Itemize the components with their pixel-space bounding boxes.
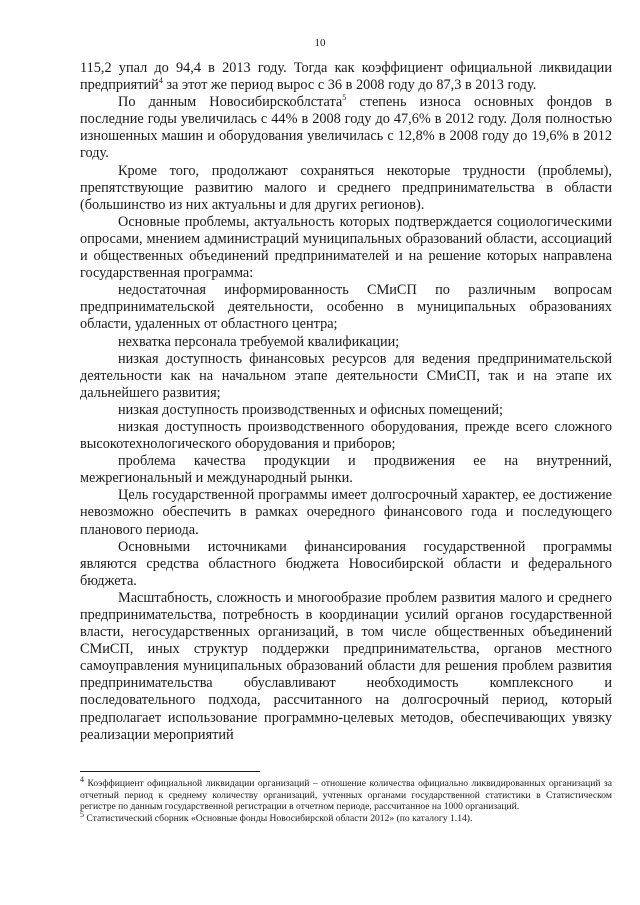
paragraph-4: Основные проблемы, актуальность которых подтверждается социологическими опросами, мнением администраций муниципальных образований области, ассоциаций и общественных объединений предпринимателей и на решение которых направлена государственная программа: (80, 213, 612, 282)
footnote-ref-5: 5 (342, 93, 347, 103)
footnote-5: $^5$ Статистический сборник «Основные фонды Новосибирской области 2012» (по каталогу 1.14). (80, 809, 473, 824)
body-text (80, 60, 612, 744)
list-item-2: нехватка персонала требуемой квалификации; (118, 333, 400, 350)
paragraph-5: Цель государственной программы имеет долгосрочный характер, ее достижение невозможно обеспечить в рамках очередного финансового года и последующего планового периода. (80, 487, 612, 538)
list-item-4: низкая доступность производственных и офисных помещений; (118, 401, 503, 418)
footnotes (80, 774, 612, 824)
list-item-3: низкая доступность финансовых ресурсов для ведения предпринимательской деятельности как на начальном этапе деятельности СМиСП, так и на этапе их дальнейшего развития; (80, 350, 612, 401)
paragraph-6: Основными источниками финансирования государственной программы являются средства областного бюджета Новосибирской области и федерального бюджета. (80, 538, 612, 589)
list-item-6: проблема качества продукции и продвижения ее на внутренний, межрегиональный и международный рынки. (80, 453, 612, 487)
paragraph-2: По данным Новосибирскоблстата$^5$ степень износа основных фондов в последние годы увеличилась с 44% в 2008 году до 47,6% в 2012 году. Доля полностью изношенных машин и оборудования увеличилась с 12,8% в 2008 году до 19,6% в 2012 году. (80, 93, 612, 162)
list-item-5: низкая доступность производственного оборудования, прежде всего сложного высокотехнологического оборудования и приборов; (80, 418, 612, 453)
paragraph-1: 115,2 упал до 94,4 в 2013 году. Тогда как коэффициент официальной ликвидации предприятий$^4$ за этот же период вырос с 36 в 2008 году до 87,3 в 2013 году. (80, 60, 612, 94)
page-number: 10 (314, 37, 326, 49)
list-item-1: недостаточная информированность СМиСП по различным вопросам предпринимательской деятельности, особенно в муниципальных образованиях области, удаленных от областного центра; (80, 282, 612, 333)
footnote-separator (80, 771, 260, 772)
paragraph-7: Масштабность, сложность и многообразие проблем развития малого и среднего предпринимательства, потребность в координации усилий органов государственной власти, негосударственных организаций, в том числе общественных объединений СМиСП, иных структур поддержки предпринимательства, органов местного самоуправления муниципальных образований области для решения проблем развития предпринимательства обуславливают необходимость комплексного и последовательного подхода, рассчитанного на долгосрочный период, который предполагает использование программно-целевых методов, обеспечивающих увязку реализации мероприятий (80, 589, 612, 743)
paragraph-3: Кроме того, продолжают сохраняться некоторые трудности (проблемы), препятствующие развитию малого и среднего предпринимательства в области (большинство из них актуальны и для других регионов). (80, 162, 612, 213)
footnote-ref-4: 4 (158, 76, 163, 86)
footnote-4: $^4$ Коэффициент официальной ликвидации организаций – отношение количества официально ликвидированных организаций за отчетный период к среднему количеству организаций, учтенных органами государственной статистики в Статистическом регистре по данным государственной регистрации в отчетном периоде, рассчитанное на 1000 организаций. (80, 774, 612, 813)
